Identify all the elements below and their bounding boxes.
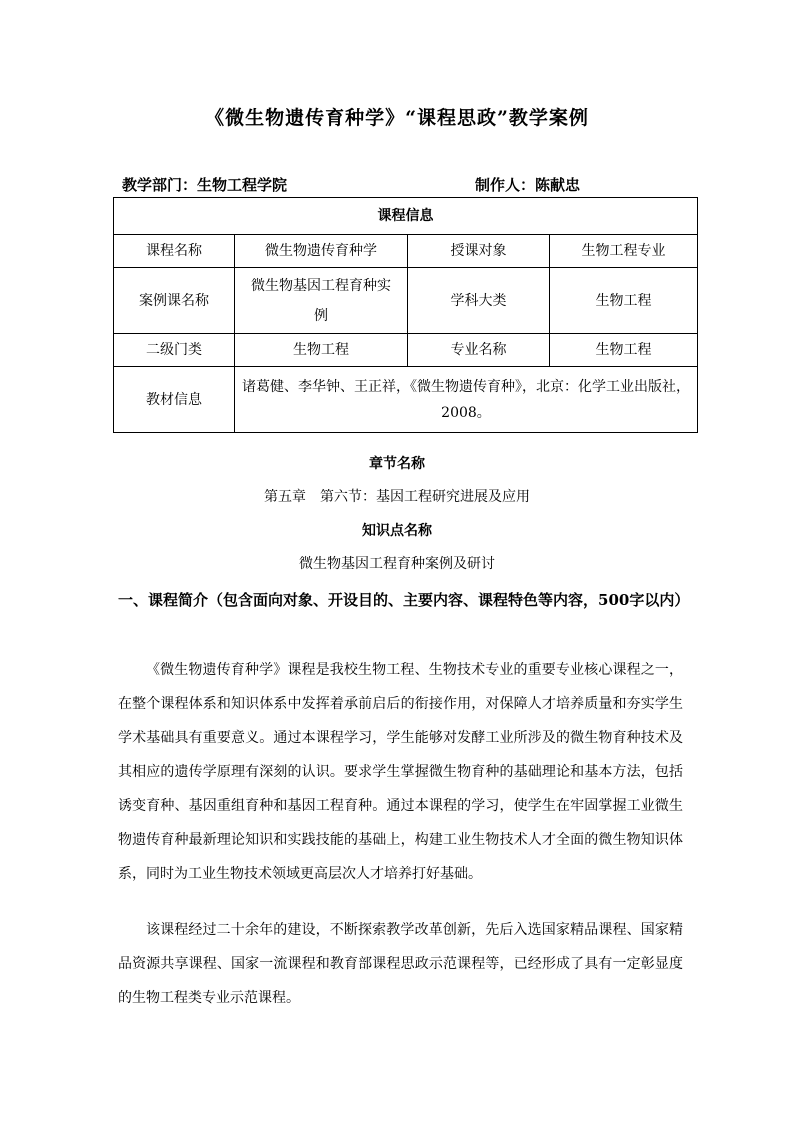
document-title: 《微生物遗传育种学》“课程思政”教学案例 [205, 107, 589, 129]
department-label: 教学部门：生物工程学院 [122, 176, 288, 194]
course-info-header: 课程信息 [114, 198, 698, 235]
chapter-value: 第五章 第六节：基因工程研究进展及应用 [264, 489, 530, 505]
section-1-heading: 一、课程简介（包含面向对象、开设目的、主要内容、课程特色等内容，500字以内） [118, 591, 690, 609]
case-name-label: 案例课名称 [114, 268, 235, 334]
course-info-table [113, 197, 698, 433]
knowledge-point-label: 知识点名称 [362, 523, 432, 539]
section-1-paragraph-2: 该课程经过二十余年的建设，不断探索教学改革创新，先后入选国家精品课程、国家精品资源共享课程、国家一流课程和教育部课程思政示范课程等，已经形成了具有一定彰显度的生物工程类专业示范课程。 [118, 922, 683, 1006]
meta-row [122, 174, 682, 196]
audience-label: 授课对象 [408, 235, 550, 268]
discipline-label: 学科大类 [408, 268, 550, 334]
subcategory-label: 二级门类 [114, 334, 235, 367]
knowledge-point-value: 微生物基因工程育种案例及研讨 [299, 556, 495, 572]
course-name-value: 微生物遗传育种学 [235, 235, 408, 268]
subcategory-value: 生物工程 [235, 334, 408, 367]
course-name-label: 课程名称 [114, 235, 235, 268]
author-label: 制作人：陈献忠 [475, 176, 581, 194]
audience-value: 生物工程专业 [550, 235, 698, 268]
textbook-value: 诸葛健、李华钟、王正祥，《微生物遗传育种》，北京：化学工业出版社，2008。 [235, 367, 698, 433]
chapter-label: 章节名称 [369, 456, 425, 472]
case-name-value: 微生物基因工程育种实例 [235, 268, 408, 334]
discipline-value: 生物工程 [550, 268, 698, 334]
major-label: 专业名称 [408, 334, 550, 367]
textbook-label: 教材信息 [114, 367, 235, 433]
section-1-paragraph-1: 《微生物遗传育种学》课程是我校生物工程、生物技术专业的重要专业核心课程之一，在整个课程体系和知识体系中发挥着承前启后的衔接作用，对保障人才培养质量和夯实学生学术基础具有重要意义。通过本课程学习，学生能够对发酵工业所涉及的微生物育种技术及其相应的遗传学原理有深刻的认识。要求学生掌握微生物育种的基础理论和基本方法，包括诱变育种、基因重组育种和基因工程育种。通过本课程的学习，使学生在牢固掌握工业微生物遗传育种最新理论知识和实践技能的基础上，构建工业生物技术人才全面的微生物知识体系，同时为工业生物技术领域更高层次人才培养打好基础。 [118, 662, 683, 882]
major-value: 生物工程 [550, 334, 698, 367]
